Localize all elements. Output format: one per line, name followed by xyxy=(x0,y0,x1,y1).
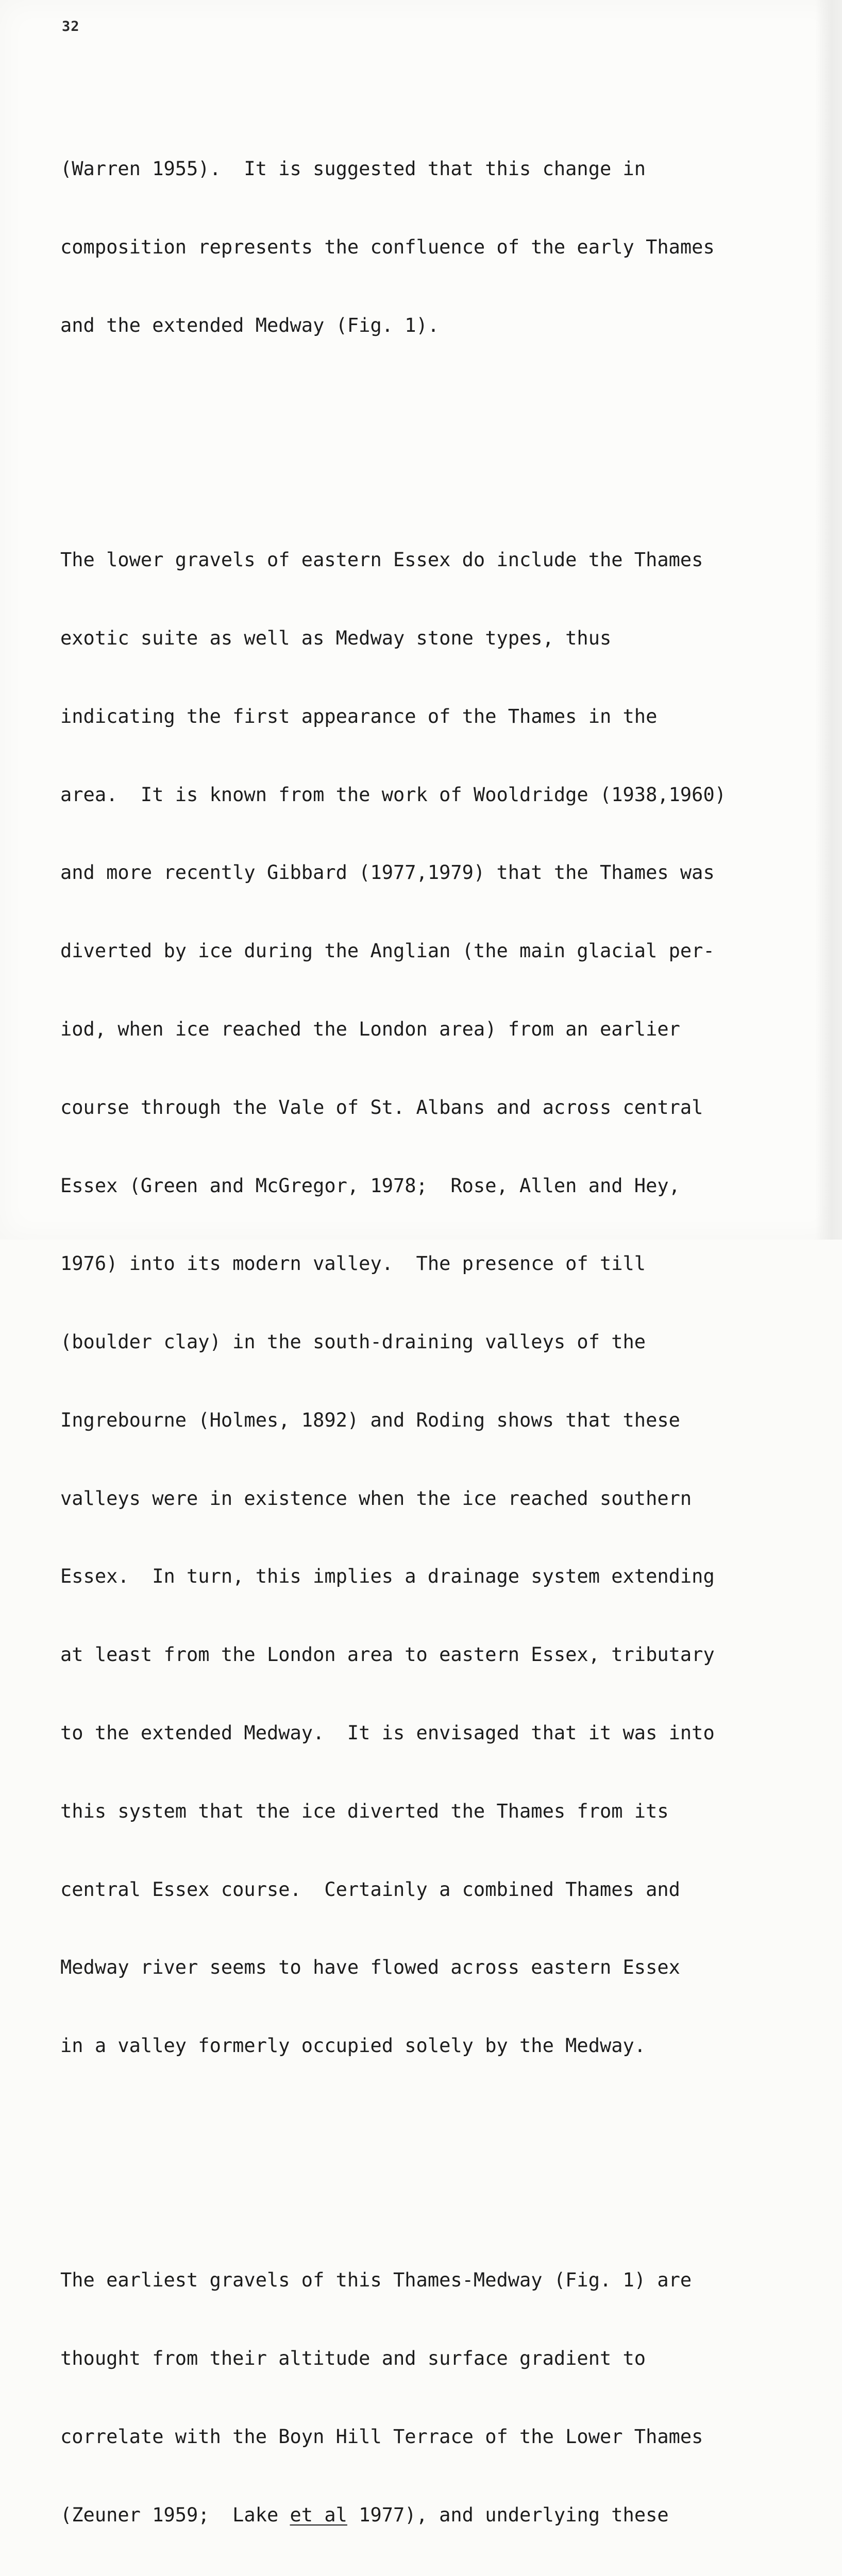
body-text xyxy=(60,52,813,2576)
text-line: valleys were in existence when the ice reached southern xyxy=(60,1487,692,1510)
text-line: and the extended Medway (Fig. 1). xyxy=(60,314,440,336)
text-line: (Warren 1955). It is suggested that this change in xyxy=(60,158,646,180)
underlined-citation: et al xyxy=(290,2503,347,2526)
text-line: and more recently Gibbard (1977,1979) that the Thames was xyxy=(60,861,715,884)
scan-edge-shadow xyxy=(815,0,842,1240)
text-line: exotic suite as well as Medway stone types, thus xyxy=(60,627,612,650)
text-line: diverted by ice during the Anglian (the main glacial per- xyxy=(60,940,715,962)
text-line: correlate with the Boyn Hill Terrace of the Lower Thames xyxy=(60,2426,703,2448)
text-line: at least from the London area to eastern Essex, tributary xyxy=(60,1643,715,1666)
text-line: area. It is known from the work of Wooldridge (1938,1960) xyxy=(60,783,727,806)
text-line: this system that the ice diverted the Thames from its xyxy=(60,1800,669,1822)
text-line: in a valley formerly occupied solely by the Medway. xyxy=(60,2035,646,2057)
text-line: 1976) into its modern valley. The presence of till xyxy=(60,1252,646,1275)
paragraph-3 xyxy=(60,2215,813,2576)
text-line: Medway river seems to have flowed across eastern Essex xyxy=(60,1956,680,1979)
text-line: to the extended Medway. It is envisaged that it was into xyxy=(60,1722,715,1744)
text-line: indicating the first appearance of the Thames in the xyxy=(60,705,658,727)
paragraph-1 xyxy=(60,104,813,391)
text-line: Ingrebourne (Holmes, 1892) and Roding shows that these xyxy=(60,1409,680,1431)
text-line: Essex (Green and McGregor, 1978; Rose, Allen and Hey, xyxy=(60,1174,680,1197)
paragraph-2 xyxy=(60,495,813,2111)
text-line: central Essex course. Certainly a combined Thames and xyxy=(60,1878,680,1901)
text-line: (boulder clay) in the south-draining valleys of the xyxy=(60,1331,646,1353)
text-line: course through the Vale of St. Albans and across central xyxy=(60,1096,703,1118)
text-line: The lower gravels of eastern Essex do include the Thames xyxy=(60,549,703,571)
text-line: iod, when ice reached the London area) from an earlier xyxy=(60,1018,680,1040)
text-line: The earliest gravels of this Thames-Medway (Fig. 1) are xyxy=(60,2269,692,2292)
text-line: composition represents the confluence of the early Thames xyxy=(60,236,715,259)
text-line: thought from their altitude and surface gradient to xyxy=(60,2347,646,2370)
text-line: Essex. In turn, this implies a drainage system extending xyxy=(60,1565,715,1588)
page-number: 32 xyxy=(62,19,80,35)
text-line-with-citation: (Zeuner 1959; Lake et al 1977), and underlying these xyxy=(60,2503,669,2526)
